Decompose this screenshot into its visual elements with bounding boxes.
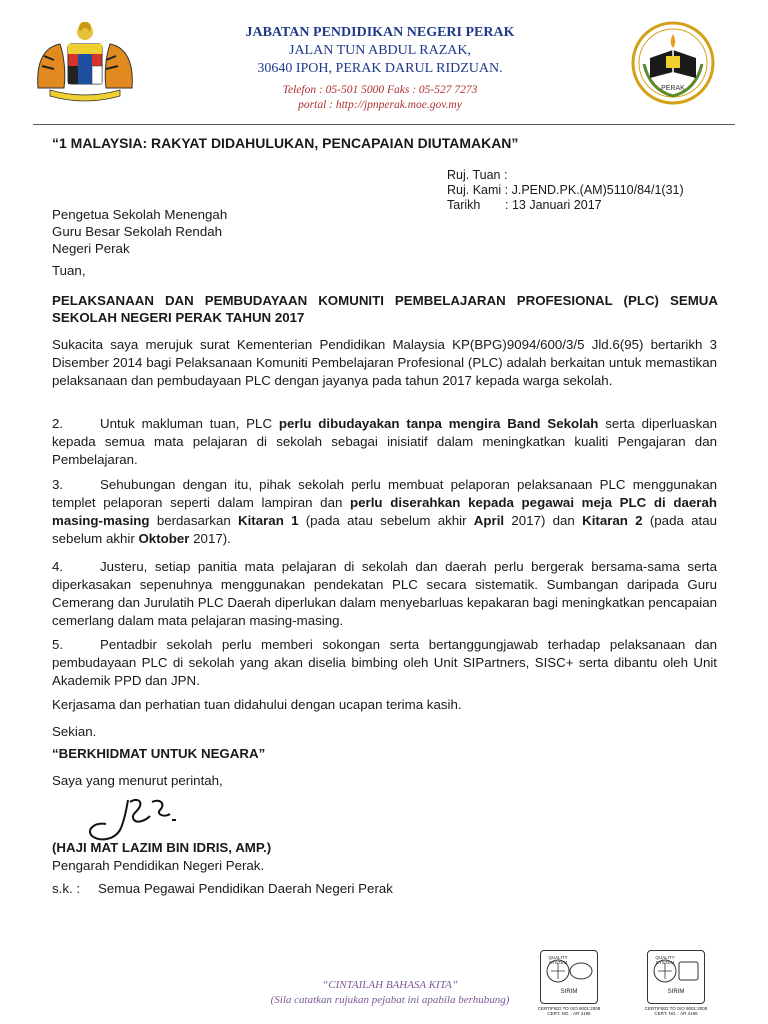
recipient-line-2: Guru Besar Sekolah Rendah [52, 224, 223, 239]
address-line-2: 30640 IPOH, PERAK DARUL RIDZUAN. [257, 61, 503, 76]
paragraph-2-number: 2. [52, 416, 64, 431]
sk-label: s.k. : [52, 881, 81, 896]
cert-number-1: CERT. NO. : AR 4195 [547, 1011, 591, 1016]
p2-text-bold: perlu dibudayakan tanpa mengira Band Sekolah [278, 416, 599, 431]
paragraph-5-number: 5. [52, 637, 64, 652]
paragraph-5 [52, 636, 717, 690]
p3-text-e: (pada atau sebelum akhir [298, 513, 474, 528]
motto-line: “1 MALAYSIA: RAKYAT DIDAHULUKAN, PENCAPAIAN DIUTAMAKAN” [52, 135, 519, 151]
cert-iso-text-1: CERTIFIED TO ISO 9001:2008 [537, 1006, 601, 1011]
sekian: Sekian. [52, 724, 97, 739]
address-line-1: JALAN TUN ABDUL RAZAK, [289, 43, 471, 58]
paragraph-1: Sukacita saya merujuk surat Kementerian Pendidikan Malaysia KP(BPG)9094/600/3/5 Jld.6(95) bertarikh 3 Disember 2014 bagi Pelaksanaan Komuniti Pembelajaran Profesional (PLC) adalah berkaitan untuk memastikan pelaksanaan dan pembudayaan PLC dengan jayanya pada tahun 2017 kepada warga sekolah. [52, 337, 717, 388]
p3-text-a: Sehubungan dengan itu, pihak sekolah perlu membuat pelaporan pelaksanaan PLC menggunakan templet pelaporan seperti dalam lampiran dan [52, 477, 717, 510]
p5-text: Pentadbir sekolah perlu memberi sokongan serta bertanggungjawab terhadap pelaksanaan dan pembudayaan PLC di sekolah yang akan diselia bimbing oleh Unit SIPartners, SISC+ serta dibantu oleh Unit Akademik PPD dan JPN. [52, 637, 717, 688]
cert-number-2: CERT. NO. : AR 4196 [654, 1011, 698, 1016]
sirim-label-1: SIRIM [560, 989, 578, 995]
p2-text-c: serta diperluaskan kepada semua mata pelajaran di sekolah sebagai inisiatif dalam meningkatkan kualiti Pengajaran dan Pembelajaran. [52, 416, 718, 467]
quality-system-text-2: QUALITY SYSTEM [655, 955, 675, 965]
slogan: “BERKHIDMAT UNTUK NEGARA” [52, 746, 266, 761]
p3-text-k: 2017). [189, 531, 231, 546]
paragraph-4 [52, 558, 717, 630]
signer-name: (HAJI MAT LAZIM BIN IDRIS, AMP.) [52, 840, 272, 855]
recipient-line-3: Negeri Perak [52, 241, 130, 256]
recipient-line-1: Pengetua Sekolah Menengah [52, 207, 228, 222]
p4-text: Justeru, setiap panitia mata pelajaran di sekolah dan daerah perlu bergerak bersama-sama serta diperkasakan sepenuhnya menggunakan pendekatan PLC secara sistematik. Sumbangan daripada Guru Cemerang dan Jurulatih PLC Daerah diperlukan dalam menyebarluas kepakaran bagi meningkatkan pencapaian cemerlang dalam mata pelajaran masing-masing. [52, 559, 717, 628]
malaysia-coat-of-arms-logo [30, 22, 140, 104]
paragraph-4-number: 4. [52, 559, 64, 574]
contact-line: Telefon : 05-501 5000 Faks : 05-527 7273 [282, 84, 478, 96]
p3-kitaran-2: Kitaran 2 [582, 513, 643, 528]
logo-perak-text: PERAK [661, 85, 685, 92]
header-divider [33, 124, 735, 125]
cert-iso-text-2: CERTIFIED TO ISO 9001:2008 [644, 1006, 708, 1011]
paragraph-2 [52, 415, 717, 469]
iso-cert-mark-1 [533, 950, 605, 1016]
footer-note: (Sila catatkan rujukan pejabat ini apabila berhubung) [270, 994, 510, 1006]
sk-text: Semua Pegawai Pendidikan Daerah Negeri Perak [98, 881, 393, 896]
salutation: Tuan, [52, 263, 86, 278]
ruj-tuan: Ruj. Tuan : [447, 168, 508, 182]
sirim-label-2: SIRIM [667, 989, 685, 995]
p3-april: April [473, 513, 505, 528]
saya-yang-menurut: Saya yang menurut perintah, [52, 773, 223, 788]
footer-slogan: “CINTAILAH BAHASA KITA” [322, 979, 458, 991]
ruj-kami: Ruj. Kami : J.PEND.PK.(AM)5110/84/1(31) [447, 183, 684, 197]
portal-link[interactable]: portal : http://jpnperak.moe.gov.my [298, 99, 462, 111]
p3-text-bold-1: perlu diserahkan kepada pegawai meja PLC di daerah masing-masing [52, 495, 717, 528]
paragraph-3 [52, 476, 717, 548]
p2-text-a: Untuk makluman tuan, PLC [100, 416, 279, 431]
quality-system-badge-1 [540, 950, 598, 1004]
iso-cert-mark-2 [640, 950, 712, 1016]
subject-heading: PELAKSANAAN DAN PEMBUDAYAAN KOMUNITI PEMBELAJARAN PROFESIONAL (PLC) SEMUA SEKOLAH NEGERI PERAK TAHUN 2017 [52, 293, 718, 325]
quality-system-text-1: QUALITY SYSTEM [548, 955, 568, 965]
closing-line: Kerjasama dan perhatian tuan didahului dengan ucapan terima kasih. [52, 697, 462, 712]
tarikh-label: Tarikh [447, 198, 481, 212]
p3-oktober: Oktober [138, 531, 190, 546]
tarikh-value: : 13 Januari 2017 [505, 198, 602, 212]
recipient-block [52, 206, 227, 257]
jpn-perak-logo [630, 20, 716, 106]
p3-kitaran-1: Kitaran 1 [238, 513, 299, 528]
p3-text-g: 2017) dan [504, 513, 583, 528]
p3-text-i: (pada atau sebelum akhir [52, 513, 717, 546]
p3-text-c: berdasarkan [149, 513, 238, 528]
department-name: JABATAN PENDIDIKAN NEGERI PERAK [245, 25, 515, 40]
paragraph-3-number: 3. [52, 477, 64, 492]
quality-system-badge-2 [647, 950, 705, 1004]
signer-title: Pengarah Pendidikan Negeri Perak. [52, 858, 265, 873]
